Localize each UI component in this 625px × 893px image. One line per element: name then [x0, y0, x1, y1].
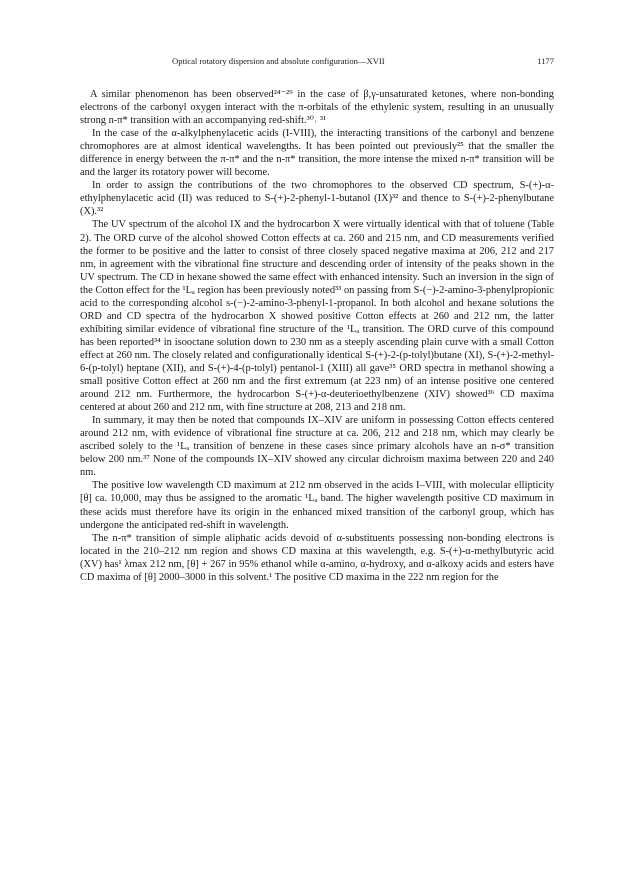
article-body — [80, 88, 554, 584]
paragraph: The UV spectrum of the alcohol IX and the hydrocarbon X were virtually identical with that of toluene (Table 2). The ORD curve of the alcohol showed Cotton effects at ca. 260 and 215 nm, and CD measurements verified the former to be positive and the latter to consist of three closely spaced negative maxima at 206, 212 and 217 nm, in agreement with the vibrational fine structure and descending order of intensity of the peaks shown in the UV spectrum. The CD in hexane showed the same effect with enhanced intensity. Such an inversion in the sign of the Cotton effect for the ¹Lₐ region has been previously noted³³ on passing from S-(−)-2-amino-3-phenylpropionic acid to the corresponding alcohol s-(−)-2-amino-3-phenyl-1-propanol. In both alcohol and hexane solutions the ORD and CD spectra of the hydrocarbon X showed positive Cotton effects at 260 and 212 nm, the latter exhibiting similar evidence of vibrational fine structure of the ¹Lₐ transition. The ORD curve of this compound has been reported³⁴ in isooctane solution down to 230 nm as a steeply ascending plain curve with a small Cotton effect at 260 nm. The closely related and configurationally identical S-(+)-2-(p-tolyl)butane (XI), S-(+)-2-methyl-6-(p-tolyl) heptane (XII), and S-(+)-4-(p-tolyl) pentanol-1 (XIII) all gave³⁵ ORD spectra in methanol showing a small positive Cotton effect at 260 nm and the first extremum (at 223 nm) of an intense positive one centered around 212 nm. Furthermore, the hydrocarbon S-(+)-α-deuterioethylbenzene (XIV) showed³⁶ CD maxima centered at about 260 and 212 nm, with fine structure at 208, 213 and 218 nm. — [80, 219, 554, 414]
paragraph: In the case of the α-alkylphenylacetic acids (I-VIII), the interacting transitions of the carbonyl and benzene chromophores are at almost identical wavelengths. It has been pointed out previously²⁵ that the smaller the difference in energy between the π-π* and the n-π* transition, the more intense the mixed n-π* transition will be and the larger its rotatory power will become. — [80, 128, 554, 179]
running-head-title: Optical rotatory dispersion and absolute configuration—XVII — [172, 56, 385, 66]
paragraph: The positive low wavelength CD maximum at 212 nm observed in the acids I–VIII, with molecular ellipticity [θ] ca. 10,000, may thus be assigned to the aromatic ¹Lₐ band. The higher wavelength positive CD maximum in these acids must therefore have its origin in the enhanced mixed transition of the carbonyl group, which has undergone the anticipated red-shift in wavelength. — [80, 480, 554, 531]
paragraph: A similar phenomenon has been observed²⁴⁻²⁹ in the case of β,γ-unsaturated ketones, where non-bonding electrons of the carbonyl oxygen interact with the π-orbitals of the ethylenic system, resulting in an unusually strong n-π* transition with an accompanying red-shift.³⁰˒ ³¹ — [80, 89, 554, 127]
page-number: 1177 — [537, 56, 554, 66]
paragraph: In order to assign the contributions of the two chromophores to the observed CD spectrum, S-(+)-α-ethylphenylacetic acid (II) was reduced to S-(+)-2-phenyl-1-butanol (IX)³² and thence to S-(+)-2-phenylbutane (X).³² — [80, 180, 554, 218]
paragraph: In summary, it may then be noted that compounds IX–XIV are uniform in possessing Cotton effects centered around 212 nm, with evidence of vibrational fine structure at ca. 206, 212 and 218 nm, which may clearly be ascribed solely to the ¹Lₐ transition of benzene in these cases since primary alcohols have an n-σ* transition below 200 nm.³⁷ None of the compounds IX–XIV showed any circular dichroism maxima between 220 and 240 nm. — [80, 415, 554, 479]
running-head — [112, 56, 584, 70]
paragraph: The n-π* transition of simple aliphatic acids devoid of α-substituents possessing non-bonding electrons is located in the 210–212 nm region and shows CD maxina at this wavelength, e.g. S-(+)-α-methylbutyric acid (XV) has¹ λmax 212 nm, [θ] + 267 in 95% ethanol while α-amino, α-hydroxy, and α-alkoxy acids and esters have CD maxima of [θ] 2000–3000 in this solvent.¹ The positive CD maxima in the 222 nm region for the — [80, 532, 554, 583]
